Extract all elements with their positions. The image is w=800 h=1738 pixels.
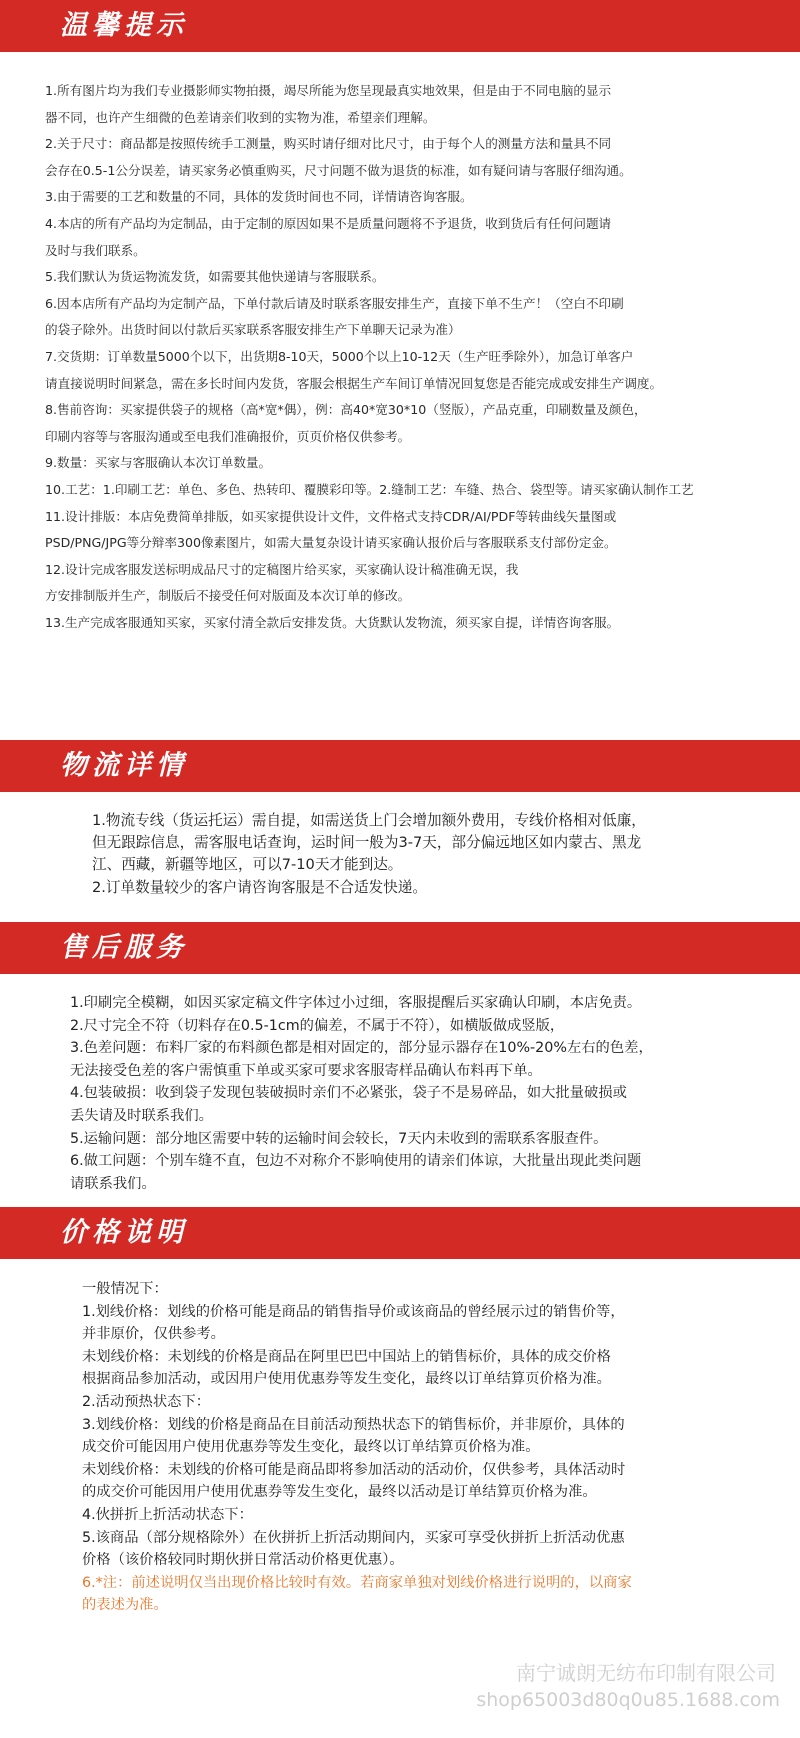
notice-line: 12.设计完成客服发送标明成品尺寸的定稿图片给买家，买家确认设计稿准确无误，我 [45,561,519,577]
pricing-note-line: 6.*注：前述说明仅当出现价格比较时有效。若商家单独对划线价格进行说明的，以商家 [82,1574,632,1591]
pricing-note-line: 的表述为准。 [82,1597,168,1614]
logistics-line: 2.订单数量较少的客户请咨询客服是不合适发快递。 [92,878,427,896]
pricing-line: 5.该商品（部分规格除外）在伙拼折上折活动期间内，买家可享受伙拼折上折活动优惠 [82,1529,625,1546]
pricing-line: 未划线价格：未划线的价格是商品在阿里巴巴中国站上的销售标价，具体的成交价格 [82,1348,611,1365]
logistics-title: 物流详情 [60,750,188,781]
notice-line: 3.由于需要的工艺和数量的不同，具体的发货时间也不同，详情请咨询客服。 [45,189,473,205]
notice-banner [0,0,800,52]
pricing-line: 3.划线价格：划线的价格是商品在目前活动预热状态下的销售标价，并非原价，具体的 [82,1416,625,1433]
notice-line: 方安排制版并生产，制版后不接受任何对版面及本次订单的修改。 [45,588,411,604]
notice-line: 13.生产完成客服通知买家，买家付清全款后安排发货。大货默认发物流，须买家自提，详情咨询客服。 [45,614,620,630]
notice-line: 会存在0.5-1公分误差，请买家务必慎重购买，尺寸问题不做为退货的标准，如有疑问请与客服仔细沟通。 [45,162,632,178]
company-watermark: 南宁诚朗无纺布印制有限公司 [516,1661,776,1685]
pricing-line: 价格（该价格较同时期伙拼日常活动价格更优惠）。 [82,1552,404,1569]
notice-line: 1.所有图片均为我们专业摄影师实物拍摄，竭尽所能为您呈现最真实地效果，但是由于不同电脑的显示 [45,83,612,98]
aftersale-line: 6.做工问题：个别车缝不直，包边不对称介不影响使用的请亲们体谅，大批量出现此类问题 [70,1153,642,1170]
notice-line: 7.交货期：订单数量5000个以下，出货期8-10天，5000个以上10-12天（生产旺季除外），加急订单客户 [45,348,634,364]
notice-line: 器不同，也许产生细微的色差请亲们收到的实物为准，希望亲们理解。 [45,109,436,125]
pricing-text [82,1278,632,1617]
aftersale-line: 4.包装破损：收到袋子发现包装破损时亲们不必紧张，袋子不是易碎品，如大批量破损或 [70,1085,627,1102]
notice-title: 温馨提示 [60,10,188,41]
notice-line: 10.工艺：1.印刷工艺：单色、多色、热转印、覆膜彩印等。2.缝制工艺：车缝、热合、袋型等。请买家确认制作工艺 [45,481,694,497]
logistics-banner [0,740,800,792]
notice-line: 11.设计排版：本店免费简单排版，如买家提供设计文件，文件格式支持CDR/AI/PDF等转曲线矢量图或 [45,508,617,524]
notice-line: 5.我们默认为货运物流发货，如需要其他快递请与客服联系。 [45,269,385,285]
pricing-line: 并非原价，仅供参考。 [82,1326,225,1343]
logistics-line: 但无跟踪信息，需客服电话查询，运时间一般为3-7天，部分偏远地区如内蒙古、黑龙 [92,834,642,852]
pricing-line: 2.活动预热状态下： [82,1393,211,1410]
pricing-line: 根据商品参加活动，或因用户使用优惠券等发生变化，最终以订单结算页价格为准。 [82,1371,611,1388]
notice-line: 9.数量：买家与客服确认本次订单数量。 [45,455,272,471]
notice-line: 6.因本店所有产品均为定制产品，下单付款后请及时联系客服安排生产，直接下单不生产！（空白不印刷 [45,295,624,311]
logistics-line: 1.物流专线（货运托运）需自提，如需送货上门会增加额外费用，专线价格相对低廉， [92,812,646,829]
aftersale-line: 2.尺寸完全不符（切料存在0.5-1cm的偏差，不属于不符），如横版做成竖版， [70,1017,565,1034]
pricing-banner [0,1207,800,1259]
aftersale-banner [0,922,800,974]
aftersale-line: 1.印刷完全模糊，如因买家定稿文件字体过小过细，客服提醒后买家确认印刷，本店免责。 [70,995,642,1011]
logistics-line: 江、西藏，新疆等地区，可以7-10天才能到达。 [92,856,403,874]
notice-line: 2.关于尺寸：商品都是按照传统手工测量，购买时请仔细对比尺寸，由于每个人的测量方法和量具不同 [45,136,612,152]
logistics-text [92,810,646,899]
aftersale-text [70,992,653,1195]
pricing-line: 成交价可能因用户使用优惠券等发生变化，最终以订单结算页价格为准。 [82,1439,540,1456]
aftersale-line: 丢失请及时联系我们。 [70,1107,213,1124]
notice-line: 印刷内容等与客服沟通或至电我们准确报价，页页价格仅供参考。 [45,428,411,444]
notice-line: 及时与我们联系。 [45,242,146,258]
notice-line: 请直接说明时间紧急，需在多长时间内发货，客服会根据生产车间订单情况回复您是否能完成或安排生产调度。 [45,375,663,391]
pricing-line: 一般情况下： [82,1281,168,1297]
pricing-line: 未划线价格：未划线的价格可能是商品即将参加活动的活动价，仅供参考，具体活动时 [82,1461,626,1478]
notice-line: PSD/PNG/JPG等分辩率300像素图片，如需大量复杂设计请买家确认报价后与客服联系支付部份定金。 [45,535,617,551]
pricing-line: 1.划线价格：划线的价格可能是商品的销售指导价或该商品的曾经展示过的销售价等， [82,1303,625,1320]
notice-line: 的袋子除外。出货时间以付款后买家联系客服安排生产下单聊天记录为准） [45,322,461,338]
aftersale-line: 5.运输问题：部分地区需要中转的运输时间会较长，7天内未收到的需联系客服查件。 [70,1130,608,1147]
aftersale-line: 3.色差问题：布料厂家的布料颜色都是相对固定的，部分显示器存在10%-20%左右的色差， [70,1040,653,1057]
aftersale-line: 无法接受色差的客户需慎重下单或买家可要求客服寄样品确认布料再下单。 [70,1062,542,1079]
notice-line: 4.本店的所有产品均为定制品，由于定制的原因如果不是质量问题将不予退货，收到货后有任何问题请 [45,215,612,231]
pricing-line: 的成交价可能因用户使用优惠券等发生变化，最终以活动是订单结算页价格为准。 [82,1484,597,1501]
pricing-line: 4.伙拼折上折活动状态下： [82,1506,253,1523]
aftersale-line: 请联系我们。 [70,1175,156,1192]
notice-line: 8.售前咨询：买家提供袋子的规格（高*宽*偶），例：高40*宽30*10（竖版），产品克重，印刷数量及颜色， [45,402,647,418]
pricing-title: 价格说明 [60,1217,188,1248]
aftersale-title: 售后服务 [60,932,188,963]
notice-text [45,78,694,636]
shop-url-watermark: shop65003d80q0u85.1688.com [476,1689,780,1711]
